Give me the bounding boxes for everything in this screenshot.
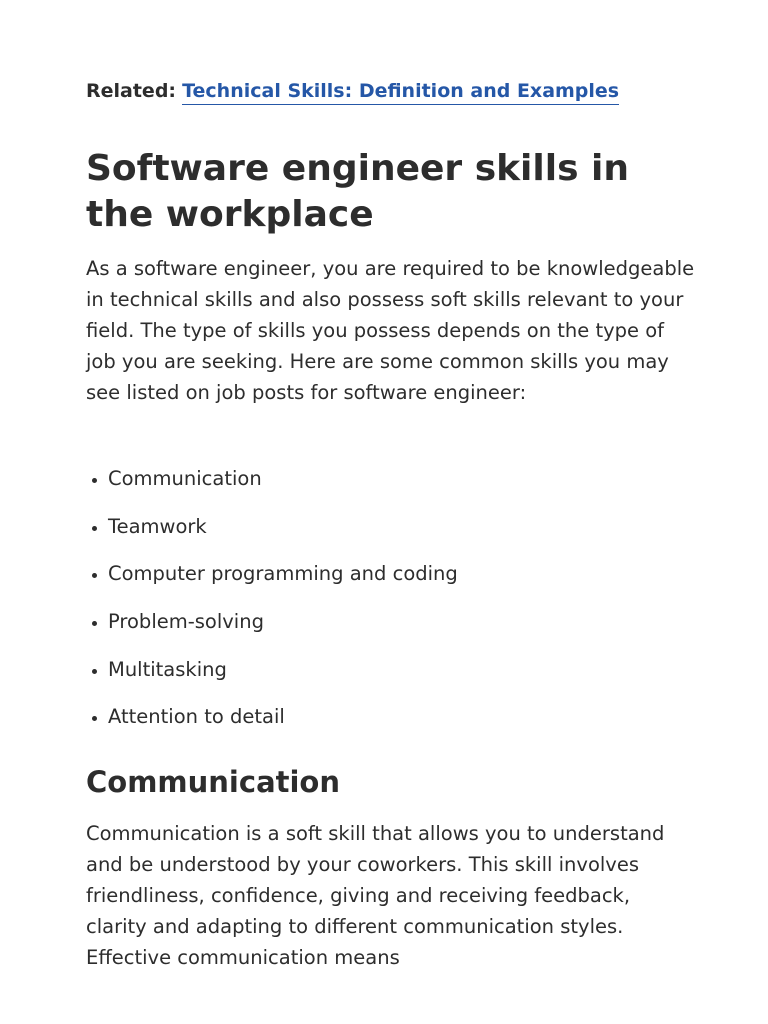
related-label: Related:: [86, 80, 177, 102]
related-article-link[interactable]: Technical Skills: Definition and Examples: [182, 80, 619, 105]
communication-paragraph: Communication is a soft skill that allows you to understand and be understood by your coworkers. This skill involves friendliness, confidence, giving and receiving feedback, clarity and adapting to different communication styles. Effective communication means: [86, 822, 665, 969]
communication-heading: Communication: [86, 765, 341, 799]
list-item: • Multitasking: [108, 654, 458, 702]
list-item: • Attention to detail: [108, 701, 458, 749]
related-link-line: [86, 76, 619, 106]
list-item: • Problem-solving: [108, 606, 458, 654]
list-item: • Communication: [108, 463, 458, 511]
skills-list: [86, 463, 458, 749]
list-item: • Computer programming and coding: [108, 558, 458, 606]
intro-paragraph: As a software engineer, you are required to be knowledgeable in technical skills and also possess soft skills relevant to your field. The type of skills you possess depends on the type of job you are seeking. Here are some common skills you may see listed on job posts for software engineer:: [86, 257, 695, 404]
list-item: • Teamwork: [108, 511, 458, 559]
section-heading: Software engineer skills in the workplace: [86, 148, 630, 235]
